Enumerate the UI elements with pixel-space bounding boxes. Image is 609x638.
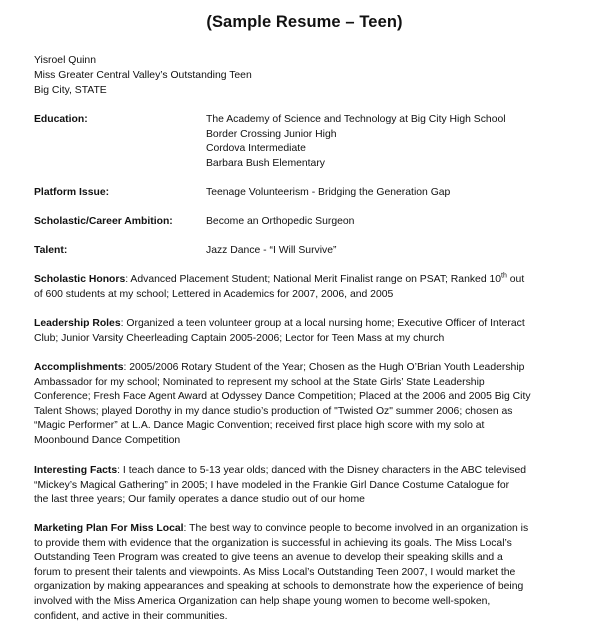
marketing-text: Outstanding Teen Program was created to give teens an avenue to develop their speaking skills and a <box>34 552 503 564</box>
accomplishments-text: Conference; Fresh Face Agent Award at Odyssey Dance Competition; Placed at the 2006 and 2005 Big City <box>34 391 531 403</box>
candidate-name: Yisroel Quinn <box>34 55 96 66</box>
ambition-value: Become an Orthopedic Surgeon <box>206 216 355 227</box>
honors-text: out <box>506 274 525 285</box>
accomplishments-text: Moonbound Dance Competition <box>34 434 181 446</box>
platform-label: Platform Issue: <box>34 187 110 198</box>
accomplishments-text: Ambassador for my school; Nominated to represent my school at the State Girls’ State Leadership <box>34 376 485 388</box>
accomplishments-label: Accomplishments <box>34 362 124 373</box>
accomplishments-text: Talent Shows; played Dorothy in my dance studio’s production of "Twisted Oz" summer 2006; chosen as <box>34 405 513 417</box>
marketing-text: confident, and active in their communities. <box>34 610 228 622</box>
accomplishments-section <box>34 361 554 449</box>
education-item: The Academy of Science and Technology at Big City High School <box>206 114 506 125</box>
education-label: Education: <box>34 114 88 125</box>
ambition-label: Scholastic/Career Ambition: <box>34 216 173 227</box>
marketing-text: organization by making appearances and speaking at schools to demonstrate how the experience of being <box>34 581 524 593</box>
talent-label: Talent: <box>34 245 68 256</box>
marketing-section <box>34 522 554 624</box>
marketing-text: forum to present their talents and viewpoints. As Miss Local’s Outstanding Teen 2007, I would market the <box>34 566 516 578</box>
facts-text: the last three years; Our family operates a dance studio out of our home <box>34 494 365 506</box>
leadership-label: Leadership Roles <box>34 318 121 329</box>
honors-superscript: th <box>501 272 507 280</box>
education-item: Barbara Bush Elementary <box>206 157 325 169</box>
document-title: (Sample Resume – Teen) <box>206 13 403 31</box>
facts-text: : I teach dance to 5-13 year olds; danced with the Disney characters in the ABC televised <box>117 465 527 476</box>
marketing-label: Marketing Plan For Miss Local <box>34 523 184 534</box>
marketing-text: to provide them with evidence that the organization is successful in achieving its goals. The Miss Local’s <box>34 537 512 549</box>
platform-value: Teenage Volunteerism - Bridging the Generation Gap <box>206 187 451 198</box>
honors-text: : Advanced Placement Student; National Merit Finalist range on PSAT; Ranked 10 <box>125 274 502 285</box>
marketing-text: : The best way to convince people to become involved in an organization is <box>183 523 529 534</box>
marketing-text: involved with the Miss America Organization can help shape young women to become well-spoken, <box>34 595 491 607</box>
education-item: Border Crossing Junior High <box>206 128 337 140</box>
candidate-title: Miss Greater Central Valley’s Outstanding Teen <box>34 70 252 81</box>
candidate-location: Big City, STATE <box>34 85 107 96</box>
talent-value: Jazz Dance - “I Will Survive” <box>206 245 337 256</box>
leadership-text: : Organized a teen volunteer group at a local nursing home; Executive Officer of Interact <box>120 318 525 329</box>
honors-text: of 600 students at my school; Lettered in Academics for 2007, 2006, and 2005 <box>34 288 394 300</box>
facts-section <box>34 464 554 508</box>
education-list <box>206 113 506 171</box>
facts-label: Interesting Facts <box>34 465 118 476</box>
education-item: Cordova Intermediate <box>206 143 306 155</box>
honors-section <box>34 273 554 302</box>
facts-text: “Mickey’s Magical Gathering” in 2005; I have modeled in the Frankie Girl Dance Costume Catalogue for <box>34 479 510 491</box>
accomplishments-text: : 2005/2006 Rotary Student of the Year; Chosen as the Hugh O’Brian Youth Leadership <box>123 362 525 373</box>
leadership-section <box>34 317 554 346</box>
accomplishments-text: “Magic Performer” at L.A. Dance Magic Convention; received first place high score with my solo at <box>34 420 485 432</box>
leadership-text: Club; Junior Varsity Cheerleading Captain 2005-2006; Lector for Teen Mass at my church <box>34 332 445 344</box>
honors-label: Scholastic Honors <box>34 274 126 285</box>
